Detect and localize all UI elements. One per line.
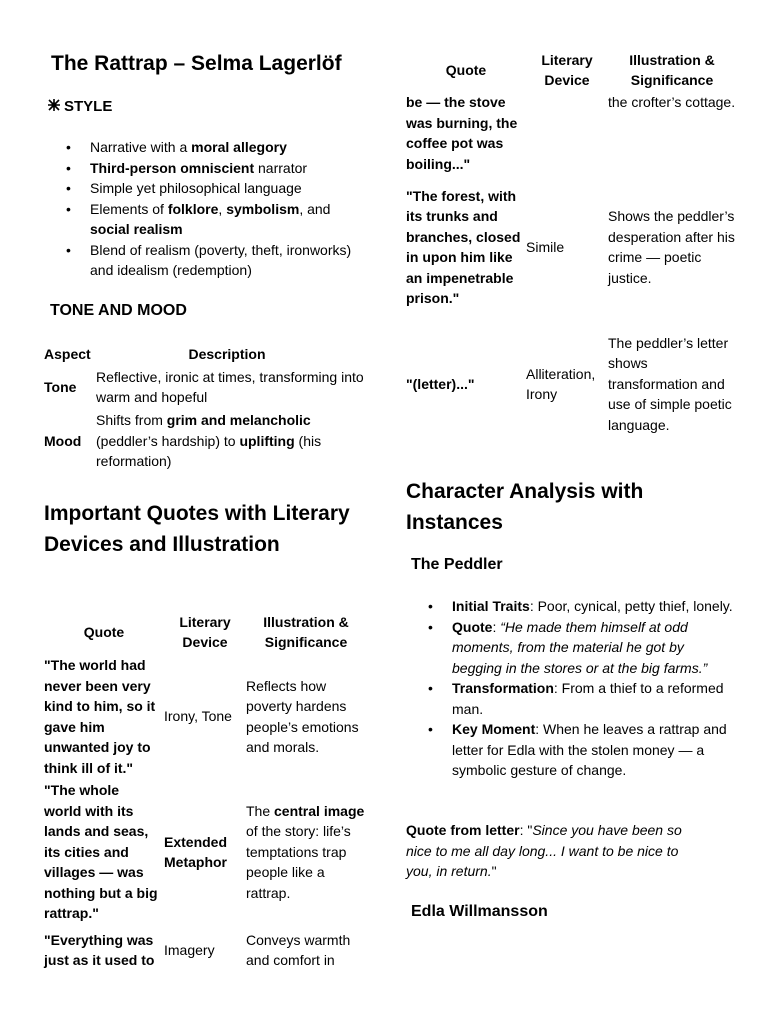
style-heading	[47, 98, 112, 115]
style-item	[44, 178, 366, 199]
tone-mood-table	[44, 344, 366, 473]
quote-cell: "The world had never been very kind to him, so it gave him unwanted joy to think ill of it."	[44, 657, 156, 776]
text-run: narrator	[254, 159, 308, 176]
letter-quote	[406, 820, 706, 882]
text-run: of the story: life’s temptations trap people like a rattrap.	[246, 823, 351, 901]
text-run: : "	[519, 822, 533, 838]
text-run: central image	[274, 802, 365, 819]
illustration-header: Illustration & Significance	[263, 613, 349, 650]
peddler-trait-item	[406, 596, 736, 617]
text-run: Quote from letter	[406, 822, 520, 838]
text-run: The	[246, 802, 275, 819]
quote-header: Quote	[445, 61, 487, 78]
text-run: Since you have been so nice to me all day long... I want to be nice to you, in return.	[406, 822, 682, 879]
document-title: The Rattrap – Selma Lagerlöf	[51, 52, 342, 75]
tone-mood-heading: TONE AND MOOD	[50, 302, 187, 319]
text-run: Shows the peddler’s desperation after his crime — poetic justice.	[608, 208, 735, 286]
peddler-heading: The Peddler	[411, 556, 503, 573]
peddler-trait-item	[406, 678, 736, 719]
peddler-trait-item	[406, 617, 736, 679]
text-run: : Poor, cynical, petty thief, lonely.	[529, 598, 733, 614]
text-run: Reflects how poverty hardens people’s emotions and morals.	[246, 677, 359, 755]
text-run: Conveys warmth and comfort in	[246, 931, 351, 968]
illustration-cell	[608, 320, 736, 448]
style-item	[44, 137, 366, 158]
tone-mood-row	[44, 409, 366, 473]
peddler-trait-item	[406, 719, 736, 781]
quote-row	[406, 174, 736, 320]
illustration-cell	[246, 925, 366, 975]
rattrap-icon	[47, 98, 61, 112]
text-run: :	[492, 618, 501, 635]
device-cell	[526, 92, 608, 174]
text-run: uplifting	[239, 432, 295, 449]
device-cell: Alliteration, Irony	[526, 365, 596, 402]
quote-cell: "Everything was just as it used to	[44, 931, 155, 968]
text-run: Shifts from	[96, 412, 167, 429]
text-run: “He made them himself at odd moments, from the material he got by begging in the stores or at the big farms.”	[452, 618, 708, 676]
text-run: Simple yet philosophical language	[90, 180, 302, 196]
text-run: Elements of	[90, 200, 168, 217]
quote-header: Quote	[83, 623, 125, 640]
quote-cell: "The whole world with its lands and seas, its cities and villages — was nothing but a big rattrap."	[44, 782, 158, 922]
text-run: folklore	[167, 200, 219, 217]
text-run: Blend of realism (poverty, theft, ironworks) and idealism (redemption)	[90, 241, 352, 278]
device-header: Literary Device	[541, 51, 593, 88]
illustration-cell	[608, 174, 736, 320]
text-run: Transformation	[452, 680, 554, 696]
illustration-header: Illustration & Significance	[629, 51, 715, 88]
quote-cell: "The forest, with its trunks and branches, closed in upon him like an impenetrable prison."	[406, 187, 521, 306]
text-run: "	[491, 863, 497, 879]
style-list	[44, 137, 366, 281]
text-run: : From a thief to a reformed man.	[452, 680, 724, 717]
quotes-table-left	[44, 610, 366, 975]
quote-row	[44, 925, 366, 975]
text-run: , and	[299, 200, 331, 217]
text-run: ,	[218, 200, 227, 217]
device-cell: Extended Metaphor	[164, 833, 228, 870]
quote-row	[406, 92, 736, 174]
text-run: Third-person omniscient	[90, 159, 255, 176]
aspect-header: Aspect	[44, 346, 91, 363]
style-item	[44, 199, 366, 240]
text-run: : When he leaves a rattrap and letter for Edla with the stolen money — a symbolic gesture of change.	[452, 721, 727, 778]
illustration-cell	[246, 654, 366, 779]
aspect-cell: Tone	[44, 378, 77, 395]
text-run: Initial Traits	[452, 598, 530, 614]
device-cell: Irony, Tone	[164, 708, 232, 725]
quotes-table-right	[406, 48, 736, 448]
aspect-cell: Mood	[44, 432, 82, 449]
peddler-traits-list	[406, 596, 736, 781]
text-run: Reflective, ironic at times, transforming into warm and hopeful	[96, 368, 364, 405]
text-run: Key Moment	[452, 721, 536, 737]
tone-mood-row	[44, 365, 366, 409]
text-run: the crofter’s cottage.	[608, 94, 736, 110]
style-heading-text: STYLE	[64, 98, 113, 115]
text-run: The peddler’s letter shows transformation and use of simple poetic language.	[608, 334, 732, 433]
quote-row	[44, 654, 366, 779]
text-run: symbolism	[226, 200, 300, 217]
quote-row	[44, 779, 366, 925]
edla-heading: Edla Willmansson	[411, 903, 548, 920]
description-header: Description	[188, 346, 266, 363]
quotes-heading: Important Quotes with Literary Devices and Illustration	[44, 502, 350, 556]
illustration-cell	[246, 779, 366, 925]
text-run: Narrative with a	[90, 139, 192, 155]
style-item	[44, 240, 366, 281]
text-run: grim and melancholic	[166, 412, 311, 429]
quote-cell: be — the stove was burning, the coffee pot was boiling..."	[406, 94, 518, 172]
quote-cell: "(letter)..."	[406, 375, 475, 392]
style-item	[44, 158, 366, 179]
device-cell: Imagery	[164, 941, 215, 958]
device-header: Literary Device	[179, 613, 231, 650]
text-run: (his reformation)	[96, 432, 322, 470]
text-run: (peddler’s hardship) to	[96, 432, 240, 449]
quote-row	[406, 320, 736, 448]
description-cell	[96, 409, 366, 473]
device-cell: Simile	[526, 238, 565, 255]
text-run: social realism	[90, 221, 183, 237]
character-heading: Character Analysis with Instances	[406, 480, 644, 534]
text-run: moral allegory	[191, 139, 287, 155]
illustration-cell	[608, 92, 736, 174]
text-run: Quote	[452, 618, 493, 635]
description-cell	[96, 365, 366, 409]
